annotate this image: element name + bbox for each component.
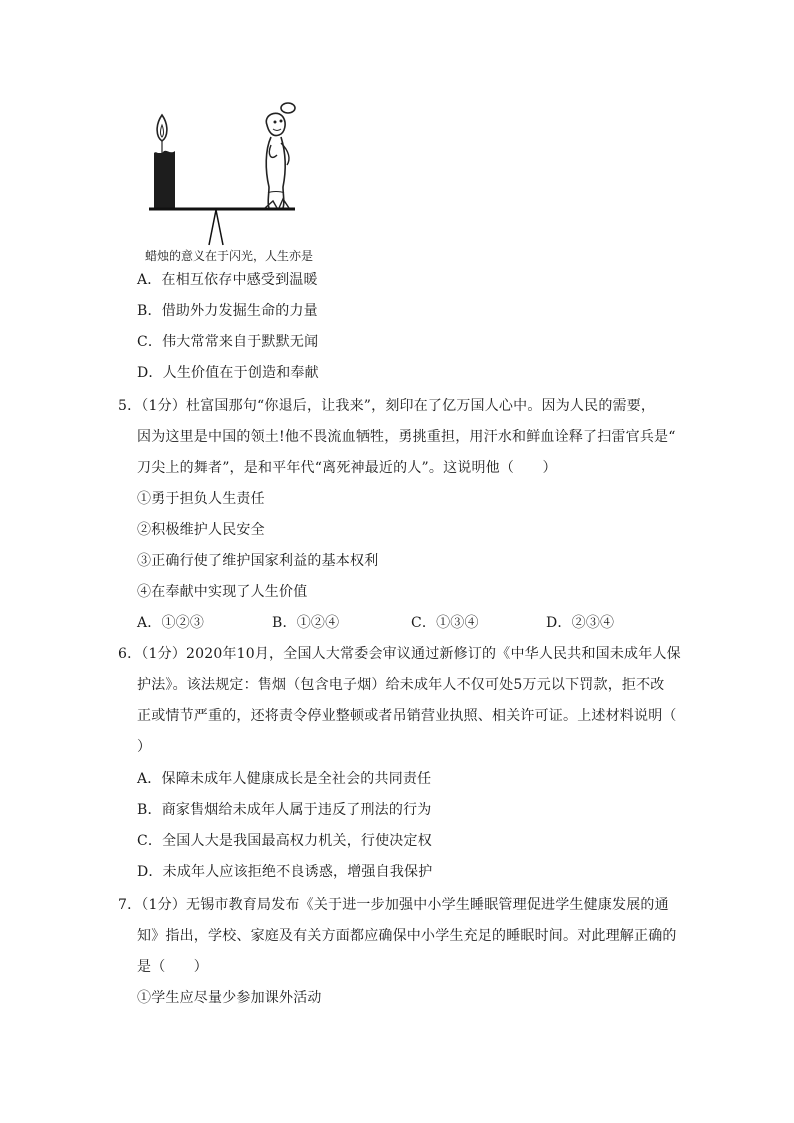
q5-stem-line-1: 5．（1分）杜富国那句“你退后，让我来”，刻印在了亿万国人心中。因为人民的需要， <box>118 398 656 414</box>
q7-stem-line-2: 知》指出，学校、家庭及有关方面都应确保中小学生充足的睡眠时间。对此理解正确的 <box>137 928 677 944</box>
q4-option-c: C．伟大常常来自于默默无闻 <box>137 334 319 350</box>
q6-option-c: C．全国人大是我国最高权力机关，行使决定权 <box>137 833 432 849</box>
q6-option-d: D．未成年人应该拒绝不良诱惑，增强自我保护 <box>137 864 433 880</box>
q6-option-b: B．商家售烟给未成年人属于违反了刑法的行为 <box>137 802 432 818</box>
q5-choice-d: D．②③④ <box>546 615 615 631</box>
q4-option-d: D．人生价值在于创造和奉献 <box>137 365 319 381</box>
q4-option-b: B．借助外力发掘生命的力量 <box>137 303 318 319</box>
q5-choice-a: A．①②③ <box>137 615 205 631</box>
q7-item-1: ①学生应尽量少参加课外活动 <box>137 990 322 1006</box>
figure-caption: 蜡烛的意义在于闪光，人生亦是 <box>145 249 314 263</box>
q5-stem-line-3: 刀尖上的舞者”，是和平年代“离死神最近的人”。这说明他（ ） <box>137 460 557 476</box>
q6-stem-line-2: 护法》。该法规定：售烟（包含电子烟）给未成年人不仅可处5万元以下罚款，拒不改 <box>137 677 665 693</box>
q5-stem-line-2: 因为这里是中国的领土!他不畏流血牺牲，勇挑重担，用汗水和鲜血诠释了扫雷官兵是“ <box>137 429 676 445</box>
q7-stem-line-1: 7．（1分）无锡市教育局发布《关于进一步加强中小学生睡眠管理促进学生健康发展的通 <box>118 897 669 913</box>
halo <box>281 103 295 113</box>
q5-item-4: ④在奉献中实现了人生价值 <box>137 584 308 600</box>
q5-item-3: ③正确行使了维护国家利益的基本权利 <box>137 553 379 569</box>
q6-option-a: A．保障未成年人健康成长是全社会的共同责任 <box>137 771 432 787</box>
q5-item-2: ②积极维护人民安全 <box>137 522 265 538</box>
q6-stem-line-4: ） <box>137 739 152 755</box>
q5-choice-c: C．①③④ <box>411 615 479 631</box>
person-body <box>266 137 285 208</box>
q6-stem-line-1: 6．（1分）2020年10月，全国人大常委会审议通过新修订的《中华人民共和国未成年人保 <box>118 646 681 662</box>
candle-body <box>154 153 175 208</box>
q6-stem-line-3: 正或情节严重的，还将责令停业整顿或者吊销营业执照、相关许可证。上述材料说明（ <box>137 708 677 724</box>
q4-option-a: A．在相互依存中感受到温暖 <box>137 272 318 288</box>
cartoon-candle-balance <box>145 95 345 265</box>
q5-choice-b: B．①②④ <box>272 615 340 631</box>
person-head <box>266 113 285 135</box>
q5-item-1: ①勇于担负人生责任 <box>137 491 265 507</box>
q7-stem-line-3: 是（ ） <box>137 959 208 975</box>
